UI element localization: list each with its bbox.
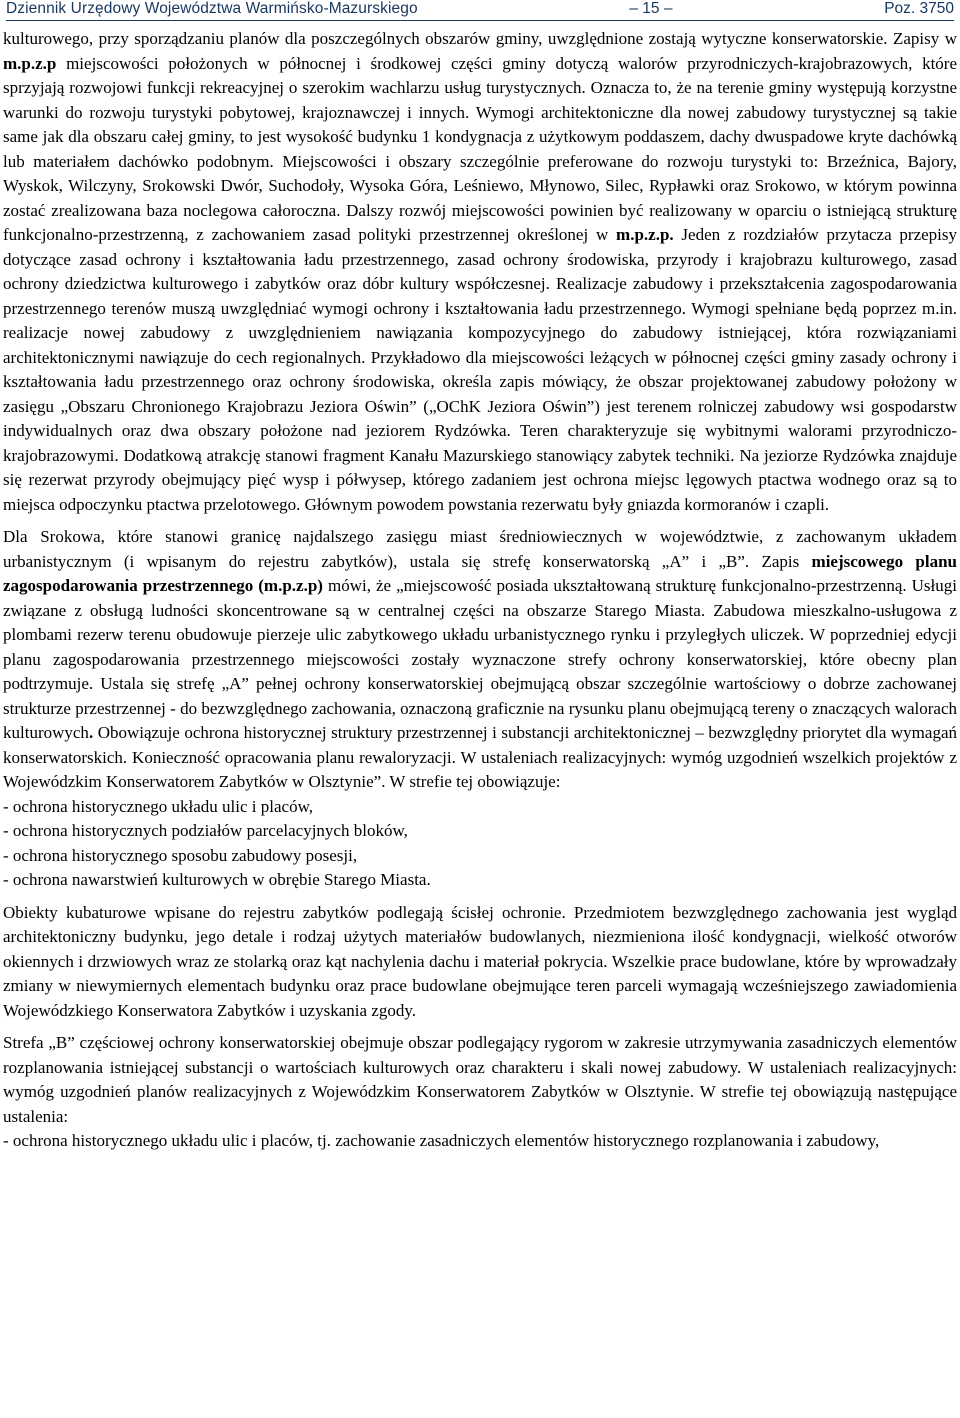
p1-bold-1: m.p.z.p (3, 53, 57, 73)
p3-text-3: Wszelkie prace budowlane, które by wprowadzały zmiany w niewymiernych elementach budynku oraz prace budowlane obejmujące teren parceli wymagają wcześniejszego zawiadomienia Wojewódzkiego Konserwatora Zabytków i uzyskania zgody. (3, 951, 957, 1020)
p1-text-1: kulturowego, przy sporządzaniu planów dla poszczególnych obszarów gminy, uwzględnione zostają wytyczne konserwatorskie. Zapisy w (3, 29, 957, 48)
paragraph-3 (3, 901, 957, 1024)
page-header (6, 0, 954, 22)
p1-text-13: Na jeziorze Rydzówka znajduje się rezerwat przyrody obejmujący pięć wysp i półwysep, którego zadaniem jest ochrona miejsc lęgowych ptactwa wodnego oraz są to miejsca odpoczynku ptactwa przelotowego. (3, 445, 957, 514)
p3-text-2: Przedmiotem bezwzględnego zachowania jest wygląd architektoniczny budynku, jego detale i rodzaj użytych materiałów budowlanych, niezmieniona ilość kondygnacji, wielkość otworów okiennych i drzwiowych wraz ze stolarką oraz kąt nachylenia dachu i materiał pokrycia. (3, 902, 957, 971)
p4-text-1: Strefa „B” częściowej ochrony konserwatorskiej obejmuje obszar podlegający rygorom w zakresie utrzymywania zasadniczych elementów rozplanowania istniejącej substancji o wartościach kulturowych oraz charakteru i skali nowej zabudowy. (3, 1033, 957, 1077)
p4-text-3: W strefie tej obowiązują następujące ustalenia: (3, 1082, 958, 1126)
p1-text-11: Teren charakteryzuje się wybitnymi walorami przyrodniczo-krajobrazowymi. (3, 421, 957, 465)
p2-bold-2: . (88, 723, 94, 742)
p2-text-11: W strefie tej obowiązuje: (385, 772, 561, 791)
page-number: – 15 – (629, 0, 673, 17)
p1-text-5: Miejscowości i obszary szczególnie preferowane do rozwoju turystyki to: Brzeźnica, Bajory, Wyskok, Wilczyny, Srokowski Dwór, Suchodoły, Wysoka Góra, Leśniewo, Młynowo, Silec, Rypławki oraz Srokowo, w którym powinna zostać zrealizowana baza noclegowa całoroczna. (3, 151, 958, 220)
p2-text-2: Zapis (749, 551, 812, 571)
p2-text-4: Usługi związane z obsługą ludności skoncentrowane są w centralnej części na obszarze Starego Miasta. (3, 576, 957, 620)
paragraph-1 (3, 27, 957, 517)
list-item: - ochrona historycznego układu ulic i placów, (3, 796, 313, 816)
p2-text-9: Konieczność opracowania planu rewaloryzacji. (127, 747, 456, 767)
p1-text-2: miejscowości położonych w północnej i środkowej części gminy dotyczą walorów przyrodniczych-krajobrazowych, które sprzyjają rozwojowi funkcji rekreacyjnej o szerokim wachlarzu usług turystycznych. (3, 53, 957, 97)
list-item: - ochrona nawarstwień kulturowych w obrębie Starego Miasta. (3, 870, 431, 889)
p2-text-1: Dla Srokowa, które stanowi granicę najdalszego zasięgu miast średniowiecznych w województwie, z zachowanym układem urbanistycznym (i wpisanym do rejestru zabytków), ustala się strefę konserwatorską „A” i „B”. (3, 527, 957, 571)
paragraph-2 (3, 525, 957, 795)
p2-text-3: mówi, że „miejscowość posiada ukształtowaną strukturę funkcjonalno-przestrzenną. (322, 576, 907, 595)
p2-text-7: Ustala się strefę „A” pełnej ochrony konserwatorskiej obejmującą obszar szczególnie wartościowy o dobrze zachowanej strukturze przestrzennej - do bezwzględnego zachowania, oznaczoną graficznie na rysunku planu obejmującą tereny o znaczących walorach kulturowych (3, 674, 957, 742)
p2-text-5: Zabudowa mieszkalno-usługowa z plombami rezerw terenu obudowuje pierzeje ulic zabytkowego układu urbanistycznego rynku i przyległych uliczek. (3, 600, 957, 644)
list-item: - ochrona historycznych podziałów parcelacyjnych bloków, (3, 821, 408, 840)
paragraph-4 (3, 1031, 957, 1154)
position-number: Poz. 3750 (884, 0, 954, 17)
p1-text-9: Wymogi spełniane będą poprzez m.in. realizacje nowej zabudowy z uwzględnieniem nawiązania kompozycyjnego do zabudowy istniejącej, która rozwiązaniami architektonicznymi nawiązuje do cech regionalnych. (3, 298, 957, 367)
p2-text-6: W poprzedniej edycji planu zagospodarowania przestrzennego miejscowości zostały wyznaczone strefy ochrony konserwatorskiej, które obecny plan podtrzymuje. (3, 625, 957, 693)
header-rule (6, 20, 954, 21)
p1-text-3: Oznacza to, że na terenie gminy występują korzystne warunki do rozwoju turystyki pobytowej, krajoznawczej i innych. (3, 78, 957, 122)
list-item: - ochrona historycznego sposobu zabudowy posesji, (3, 845, 358, 865)
publication-title: Dziennik Urzędowy Województwa Warmińsko-Mazurskiego (6, 0, 418, 17)
p1-text-7: Jeden z rozdziałów przytacza przepisy dotyczące zasad ochrony i kształtowania ładu przestrzennego, zasad ochrony środowiska, przyrody i krajobrazu kulturowego, zasad ochrony dziedzictwa kulturowego i zabytków oraz dóbr kultury współczesnej. (3, 225, 957, 293)
p1-bold-2: m.p.z.p. (616, 225, 674, 244)
p2-text-10: W ustaleniach realizacyjnych: wymóg uzgodnień wszelkich projektów z Wojewódzkim Konserwatorem Zabytków w Olsztynie”. (3, 747, 957, 791)
p4-text-4: - ochrona historycznego układu ulic i placów, tj. zachowanie zasadniczych elementów historycznego rozplanowania i zabudowy, (3, 1131, 880, 1150)
p2-bold-1: miejscowego planu zagospodarowania przestrzennego (m.p.z.p) (3, 551, 957, 595)
document-body (3, 27, 957, 1154)
p1-text-6: Dalszy rozwój miejscowości powinien być realizowany w oparciu o istniejącą strukturę funkcjonalno-przestrzenną, z zachowaniem zasad polityki przestrzennej określonej w (3, 200, 958, 244)
p1-text-12: Dodatkową atrakcję stanowi fragment Kanału Mazurskiego stanowiący zabytek techniki. (118, 445, 735, 465)
p3-text-1: Obiekty kubaturowe wpisane do rejestru zabytków podlegają ścisłej ochronie. (3, 902, 566, 922)
p1-text-4: Wymogi architektoniczne dla nowej zabudowy turystycznej są takie same jak dla obszaru całej gminy, to jest wysokość budynku 1 kondygnacja z użytkowym poddaszem, dachy dwuspadowe kryte dachówką lub materiałem dachówko podobnym. (3, 102, 957, 171)
p4-text-2: W ustaleniach realizacyjnych: wymóg uzgodnień planów realizacyjnych z Wojewódzkim Konserwatorem Zabytków w Olsztynie. (3, 1057, 958, 1101)
p2-text-8: Obowiązuje ochrona historycznej struktury przestrzennej i substancji architektonicznej – bezwzględny priorytet dla wymagań konserwatorskich. (3, 723, 957, 767)
p1-text-14: Głównym powodem powstania rezerwatu były gniazda kormoranów i czapli. (300, 494, 830, 514)
p1-text-8: Realizacje zabudowy i przekształcenia zagospodarowania przestrzennego terenów muszą uwzględniać wymogi ochrony i kształtowania ładu przestrzennego. (3, 274, 958, 318)
p1-text-10: Przykładowo dla miejscowości leżących w północnej części gminy zasady ochrony i kształtowania ładu przestrzennego oraz ochrony środowiska, określa zapis mówiący, że obszar projektowanej zabudowy położony w zasięgu „Obszaru Chronionego Krajobrazu Jeziora Oświn” („OChK Jeziora Oświn”) jest terenem rolniczej zabudowy wsi gospodarstw indywidualnych oraz dwa obszary położone nad jeziorem Rydzówka. (3, 347, 957, 440)
